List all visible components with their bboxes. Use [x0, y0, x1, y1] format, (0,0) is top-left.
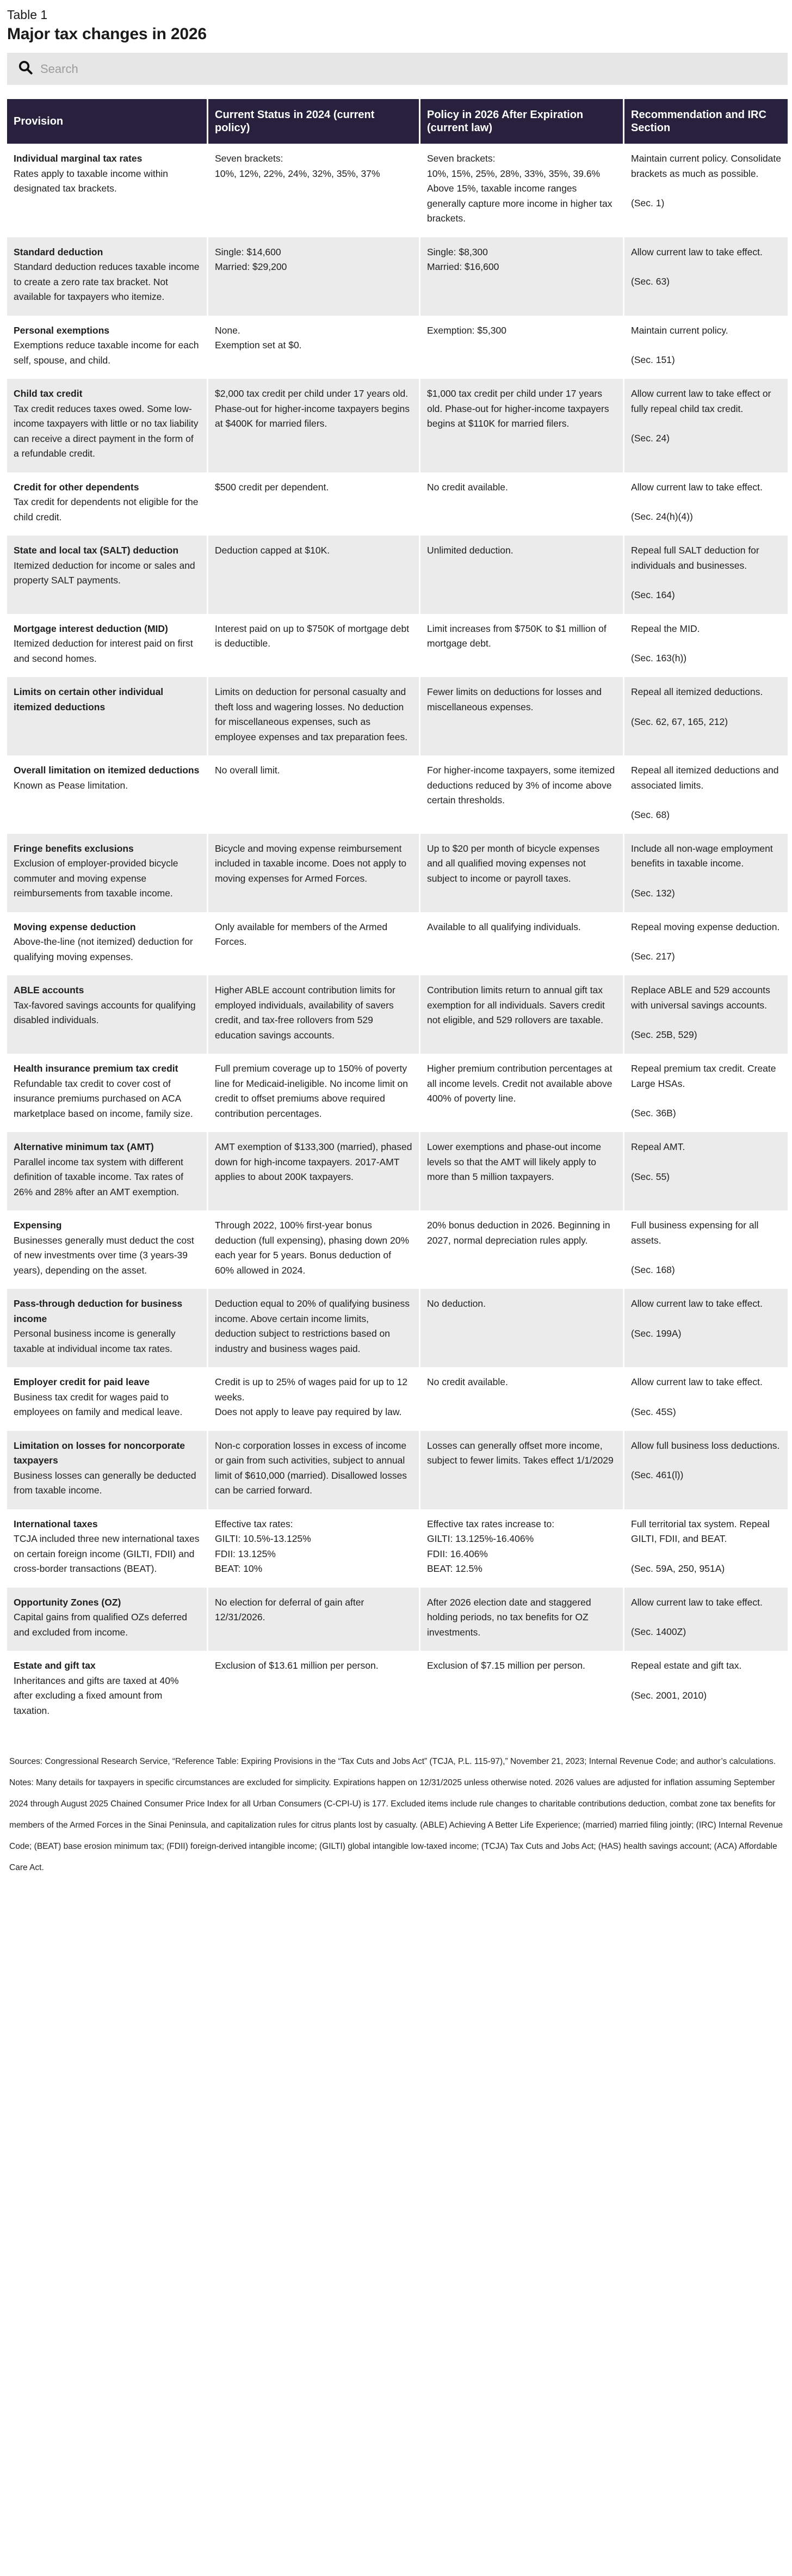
- provision-description: Parallel income tax system with different definition of taxable income. Tax rates of 26% and 28% after an AMT exemption.: [14, 1156, 183, 1197]
- recommendation-text: Allow current law to take effect.: [631, 1376, 763, 1387]
- table-row: [7, 1132, 788, 1210]
- provision-description: Exemptions reduce taxable income for each self, spouse, and child.: [14, 340, 199, 366]
- recommendation-text: Allow current law to take effect.: [631, 1298, 763, 1309]
- search-input[interactable]: [40, 62, 747, 76]
- cell-line: FDII: 16.406%: [427, 1548, 488, 1559]
- cell-current-status: [208, 975, 419, 1054]
- cell-line: None.: [215, 324, 240, 336]
- provision-title: State and local tax (SALT) deduction: [14, 545, 179, 556]
- cell-current-status: [208, 677, 419, 755]
- table-row: [7, 1367, 788, 1431]
- table-row: [7, 975, 788, 1054]
- recommendation-text: Repeal the MID.: [631, 623, 700, 634]
- provision-description: Itemized deduction for income or sales and property SALT payments.: [14, 560, 195, 586]
- table-row: [7, 316, 788, 379]
- cell-line: Contribution limits return to annual gift tax exemption for all individuals. Savers credit not eligible, and 529 rollovers are taxable.: [427, 985, 605, 1025]
- table-row: [7, 1651, 788, 1729]
- table-row: [7, 677, 788, 755]
- provision-description: Itemized deduction for interest paid on first and second homes.: [14, 638, 193, 664]
- cell-line: Unlimited deduction.: [427, 545, 513, 556]
- cell-line: Full premium coverage up to 150% of poverty line for Medicaid-ineligible. No income limit on credit to offset premiums above required contribution percentages.: [215, 1063, 409, 1119]
- cell-current-status: [208, 834, 419, 912]
- provision-description: Tax credit reduces taxes owed. Some low-income taxpayers with little or no tax liability can receive a direct payment in the form of a refundable credit.: [14, 403, 199, 459]
- provision-title: Limits on certain other individual itemized deductions: [14, 686, 164, 712]
- cell-line: Single: $8,300: [427, 246, 488, 257]
- irc-section: (Sec. 62, 67, 165, 212): [631, 716, 728, 727]
- table-label: Table 1: [7, 8, 48, 22]
- provision-title: Standard deduction: [14, 246, 103, 257]
- table-row: [7, 1588, 788, 1651]
- cell-current-status: [208, 144, 419, 237]
- cell-line: Above 15%, taxable income ranges generally capture more income in higher tax brackets.: [427, 183, 612, 224]
- irc-section: (Sec. 217): [631, 951, 675, 962]
- cell-provision: [7, 1431, 207, 1509]
- table-body: [7, 144, 788, 1729]
- sources-note: Sources: Congressional Research Service, “Reference Table: Expiring Provisions in the “Tax Cuts and Jobs Act” (TCJA, P.L. 115-97),” November 21, 2023; Internal Revenue Code; and author’s calculations.: [9, 1757, 776, 1766]
- column-header-policy-2026[interactable]: Policy in 2026 After Expiration (current law): [420, 99, 623, 144]
- cell-current-status: [208, 379, 419, 472]
- cell-recommendation: [624, 472, 788, 536]
- irc-section: (Sec. 55): [631, 1171, 670, 1182]
- cell-policy-2026: [420, 1431, 623, 1509]
- cell-provision: [7, 144, 207, 237]
- provision-description: Business losses can generally be deducted from taxable income.: [14, 1470, 196, 1496]
- table-row: [7, 379, 788, 472]
- cell-line: Interest paid on up to $750K of mortgage debt is deductible.: [215, 623, 410, 649]
- cell-current-status: [208, 1132, 419, 1210]
- cell-policy-2026: [420, 677, 623, 755]
- provision-title: Mortgage interest deduction (MID): [14, 623, 168, 634]
- recommendation-text: Maintain current policy. Consolidate brackets as much as possible.: [631, 153, 781, 179]
- tax-changes-table: [5, 99, 789, 1729]
- irc-section: (Sec. 24(h)(4)): [631, 511, 693, 522]
- cell-current-status: [208, 1210, 419, 1289]
- cell-line: No overall limit.: [215, 765, 280, 776]
- irc-section: (Sec. 199A): [631, 1327, 682, 1339]
- cell-recommendation: [624, 237, 788, 316]
- cell-provision: [7, 1289, 207, 1367]
- table-header-row: [7, 99, 788, 144]
- provision-description: Tax-favored savings accounts for qualifying disabled individuals.: [14, 999, 196, 1025]
- cell-provision: [7, 755, 207, 834]
- cell-policy-2026: [420, 1054, 623, 1132]
- cell-provision: [7, 614, 207, 678]
- cell-line: Seven brackets:: [215, 153, 283, 164]
- cell-line: Exclusion of $13.61 million per person.: [215, 1660, 379, 1671]
- cell-recommendation: [624, 755, 788, 834]
- cell-line: No deduction.: [427, 1298, 486, 1309]
- irc-section: (Sec. 1): [631, 198, 665, 208]
- cell-current-status: [208, 755, 419, 834]
- provision-title: Pass-through deduction for business income: [14, 1298, 183, 1324]
- table-footer: [7, 1751, 788, 1889]
- cell-line: Up to $20 per month of bicycle expenses and all qualified moving expenses not subject to income or payroll taxes.: [427, 843, 600, 884]
- cell-provision: [7, 237, 207, 316]
- recommendation-text: Include all non-wage employment benefits in taxable income.: [631, 843, 773, 869]
- recommendation-text: Allow current law to take effect or fully repeal child tax credit.: [631, 388, 771, 414]
- provision-title: Limitation on losses for noncorporate taxpayers: [14, 1440, 185, 1466]
- provision-title: Employer credit for paid leave: [14, 1376, 150, 1387]
- cell-current-status: [208, 1054, 419, 1132]
- page-title: Major tax changes in 2026: [7, 25, 207, 43]
- cell-line: Higher ABLE account contribution limits for employed individuals, availability of savers credit, and tax-free rollovers from 529 education savings accounts.: [215, 985, 395, 1041]
- irc-section: (Sec. 25B, 529): [631, 1029, 697, 1040]
- cell-provision: [7, 1651, 207, 1729]
- cell-recommendation: [624, 1210, 788, 1289]
- provision-description: Tax credit for dependents not eligible for the child credit.: [14, 496, 199, 522]
- cell-policy-2026: [420, 144, 623, 237]
- cell-line: $1,000 tax credit per child under 17 years old. Phase-out for higher-income taxpayers begins at $110K for married filers.: [427, 388, 609, 429]
- cell-recommendation: [624, 144, 788, 237]
- cell-line: GILTI: 13.125%-16.406%: [427, 1533, 534, 1544]
- cell-recommendation: [624, 1054, 788, 1132]
- cell-current-status: [208, 237, 419, 316]
- cell-line: Does not apply to leave pay required by law.: [215, 1406, 402, 1417]
- recommendation-text: Repeal premium tax credit. Create Large HSAs.: [631, 1063, 776, 1089]
- cell-line: For higher-income taxpayers, some itemized deductions reduced by 3% of income above certain thresholds.: [427, 765, 615, 806]
- cell-line: $2,000 tax credit per child under 17 years old. Phase-out for higher-income taxpayers begins at $400K for married filers.: [215, 388, 410, 429]
- cell-line: Effective tax rates increase to:: [427, 1518, 555, 1529]
- cell-line: Married: $29,200: [215, 261, 287, 272]
- irc-section: (Sec. 1400Z): [631, 1626, 686, 1637]
- cell-current-status: [208, 912, 419, 976]
- cell-provision: [7, 1509, 207, 1588]
- provision-description: Business tax credit for wages paid to employees on family and medical leave.: [14, 1391, 183, 1417]
- recommendation-text: Repeal moving expense deduction.: [631, 921, 780, 932]
- cell-policy-2026: [420, 1509, 623, 1588]
- cell-policy-2026: [420, 472, 623, 536]
- recommendation-text: Repeal AMT.: [631, 1141, 685, 1152]
- provision-description: Above-the-line (not itemized) deduction for qualifying moving expenses.: [14, 936, 193, 962]
- cell-provision: [7, 1054, 207, 1132]
- cell-policy-2026: [420, 912, 623, 976]
- table-row: [7, 834, 788, 912]
- cell-current-status: [208, 614, 419, 678]
- irc-section: (Sec. 132): [631, 887, 675, 899]
- provision-title: Expensing: [14, 1220, 62, 1231]
- cell-line: Through 2022, 100% first-year bonus deduction (full expensing), phasing down 20% each year for 5 years. Bonus deduction of 60% allowed in 2024.: [215, 1220, 410, 1276]
- provision-title: Alternative minimum tax (AMT): [14, 1141, 154, 1152]
- cell-line: AMT exemption of $133,300 (married), phased down for high-income taxpayers. 2017-AMT applies to about 200K taxpayers.: [215, 1141, 412, 1182]
- cell-provision: [7, 1210, 207, 1289]
- cell-line: Lower exemptions and phase-out income levels so that the AMT will likely apply to more than 5 million taxpayers.: [427, 1141, 602, 1182]
- cell-line: Married: $16,600: [427, 261, 499, 272]
- recommendation-text: Repeal estate and gift tax.: [631, 1660, 742, 1671]
- provision-title: Child tax credit: [14, 388, 83, 399]
- cell-line: Exemption set at $0.: [215, 340, 302, 351]
- provision-title: Moving expense deduction: [14, 921, 136, 932]
- cell-recommendation: [624, 1289, 788, 1367]
- cell-policy-2026: [420, 834, 623, 912]
- cell-line: $500 credit per dependent.: [215, 481, 329, 493]
- cell-line: FDII: 13.125%: [215, 1548, 276, 1559]
- provision-title: Health insurance premium tax credit: [14, 1063, 178, 1074]
- cell-line: Available to all qualifying individuals.: [427, 921, 581, 932]
- cell-current-status: [208, 316, 419, 379]
- cell-current-status: [208, 1509, 419, 1588]
- column-header-provision[interactable]: Provision: [7, 99, 207, 144]
- cell-provision: [7, 379, 207, 472]
- cell-current-status: [208, 1367, 419, 1431]
- cell-provision: [7, 316, 207, 379]
- irc-section: (Sec. 151): [631, 354, 675, 365]
- cell-policy-2026: [420, 1588, 623, 1651]
- cell-line: No credit available.: [427, 1376, 508, 1387]
- cell-line: No election for deferral of gain after 12/31/2026.: [215, 1596, 364, 1622]
- cell-current-status: [208, 1289, 419, 1367]
- cell-line: Bicycle and moving expense reimbursement included in taxable income. Does not apply to moving expenses for Armed Forces.: [215, 843, 407, 884]
- provision-description: Rates apply to taxable income within designated tax brackets.: [14, 168, 169, 194]
- cell-policy-2026: [420, 975, 623, 1054]
- cell-provision: [7, 1367, 207, 1431]
- cell-provision: [7, 912, 207, 976]
- recommendation-text: Full territorial tax system. Repeal GILTI, FDII, and BEAT.: [631, 1518, 770, 1544]
- recommendation-text: Allow current law to take effect.: [631, 1596, 763, 1608]
- cell-recommendation: [624, 1651, 788, 1729]
- recommendation-text: Repeal full SALT deduction for individuals and businesses.: [631, 545, 759, 571]
- recommendation-text: Maintain current policy.: [631, 324, 728, 336]
- recommendation-text: Allow current law to take effect.: [631, 246, 763, 257]
- cell-line: Effective tax rates:: [215, 1518, 293, 1529]
- table-row: [7, 1210, 788, 1289]
- recommendation-text: Full business expensing for all assets.: [631, 1220, 759, 1246]
- cell-recommendation: [624, 316, 788, 379]
- provision-title: ABLE accounts: [14, 985, 84, 995]
- provision-title: Opportunity Zones (OZ): [14, 1596, 121, 1608]
- cell-policy-2026: [420, 755, 623, 834]
- irc-section: (Sec. 63): [631, 276, 670, 287]
- cell-policy-2026: [420, 1289, 623, 1367]
- cell-line: No credit available.: [427, 481, 508, 493]
- cell-line: Fewer limits on deductions for losses and miscellaneous expenses.: [427, 686, 602, 712]
- provision-description: Refundable tax credit to cover cost of insurance premiums purchased on ACA marketplace based on income, family size.: [14, 1078, 193, 1119]
- provision-description: Exclusion of employer-provided bicycle commuter and moving expense reimbursements from taxable income.: [14, 858, 178, 899]
- irc-section: (Sec. 59A, 250, 951A): [631, 1563, 725, 1574]
- cell-recommendation: [624, 1132, 788, 1210]
- cell-policy-2026: [420, 316, 623, 379]
- provision-title: Personal exemptions: [14, 324, 110, 336]
- irc-section: (Sec. 2001, 2010): [631, 1689, 707, 1701]
- cell-recommendation: [624, 1588, 788, 1651]
- cell-policy-2026: [420, 1367, 623, 1431]
- table-row: [7, 472, 788, 536]
- cell-current-status: [208, 1588, 419, 1651]
- cell-line: Exemption: $5,300: [427, 324, 506, 336]
- provision-title: Overall limitation on itemized deductions: [14, 765, 200, 776]
- table-row: [7, 1289, 788, 1367]
- cell-provision: [7, 975, 207, 1054]
- cell-provision: [7, 536, 207, 614]
- cell-policy-2026: [420, 614, 623, 678]
- cell-recommendation: [624, 912, 788, 976]
- provision-description: Inheritances and gifts are taxed at 40% after excluding a fixed amount from taxation.: [14, 1675, 179, 1716]
- cell-policy-2026: [420, 1651, 623, 1729]
- table-row: [7, 1509, 788, 1588]
- provision-title: Credit for other dependents: [14, 481, 139, 493]
- table-row: [7, 237, 788, 316]
- cell-provision: [7, 677, 207, 755]
- cell-recommendation: [624, 975, 788, 1054]
- cell-line: BEAT: 12.5%: [427, 1563, 482, 1574]
- cell-line: Only available for members of the Armed Forces.: [215, 921, 388, 947]
- irc-section: (Sec. 68): [631, 809, 670, 820]
- cell-line: Non-c corporation losses in excess of income or gain from such activities, subject to annual limit of $610,000 (married). Disallowed losses can be carried forward.: [215, 1440, 407, 1496]
- cell-recommendation: [624, 1509, 788, 1588]
- cell-provision: [7, 1132, 207, 1210]
- cell-line: 10%, 12%, 22%, 24%, 32%, 35%, 37%: [215, 168, 380, 179]
- cell-recommendation: [624, 677, 788, 755]
- cell-provision: [7, 472, 207, 536]
- irc-section: (Sec. 45S): [631, 1406, 676, 1417]
- cell-line: After 2026 election date and staggered holding periods, no tax benefits for OZ investments.: [427, 1596, 591, 1638]
- column-header-current-status[interactable]: Current Status in 2024 (current policy): [208, 99, 419, 144]
- table-row: [7, 614, 788, 678]
- cell-policy-2026: [420, 237, 623, 316]
- provision-title: Fringe benefits exclusions: [14, 843, 134, 854]
- recommendation-text: Repeal all itemized deductions and associated limits.: [631, 765, 779, 791]
- cell-policy-2026: [420, 536, 623, 614]
- cell-current-status: [208, 1651, 419, 1729]
- provision-description: Businesses generally must deduct the cost of new investments over time (3 years-39 years), depending on the asset.: [14, 1234, 194, 1276]
- provision-description: Known as Pease limitation.: [14, 779, 128, 791]
- irc-section: (Sec. 163(h)): [631, 653, 687, 663]
- recommendation-text: Allow current law to take effect.: [631, 481, 763, 493]
- irc-section: (Sec. 164): [631, 589, 675, 600]
- table-figure: [7, 0, 788, 1889]
- cell-policy-2026: [420, 1210, 623, 1289]
- cell-line: Deduction capped at $10K.: [215, 545, 330, 556]
- table-row: [7, 1431, 788, 1509]
- provision-description: TCJA included three new international taxes on certain foreign income (GILTI, FDII) and cross-border transactions (BEAT).: [14, 1533, 200, 1574]
- cell-recommendation: [624, 536, 788, 614]
- cell-line: Exclusion of $7.15 million per person.: [427, 1660, 585, 1671]
- recommendation-text: Replace ABLE and 529 accounts with universal savings accounts.: [631, 985, 770, 1011]
- recommendation-text: Repeal all itemized deductions.: [631, 686, 763, 697]
- recommendation-text: Allow full business loss deductions.: [631, 1440, 780, 1451]
- cell-line: Losses can generally offset more income, subject to fewer limits. Takes effect 1/1/2029: [427, 1440, 614, 1466]
- cell-policy-2026: [420, 379, 623, 472]
- table-row: [7, 755, 788, 834]
- irc-section: (Sec. 461(l)): [631, 1470, 684, 1480]
- table-row: [7, 144, 788, 237]
- cell-recommendation: [624, 1431, 788, 1509]
- provision-description: Capital gains from qualified OZs deferred and excluded from income.: [14, 1612, 188, 1638]
- cell-current-status: [208, 472, 419, 536]
- cell-current-status: [208, 536, 419, 614]
- cell-line: Higher premium contribution percentages at all income levels. Credit not available above 400% of poverty line.: [427, 1063, 612, 1104]
- search-bar[interactable]: [7, 53, 788, 85]
- provision-title: International taxes: [14, 1518, 98, 1529]
- cell-line: Limits on deduction for personal casualty and theft loss and wagering losses. No deduction for miscellaneous expenses, such as employee expenses and tax preparation fees.: [215, 686, 408, 742]
- cell-policy-2026: [420, 1132, 623, 1210]
- provision-title: Estate and gift tax: [14, 1660, 96, 1671]
- table-row: [7, 912, 788, 976]
- cell-provision: [7, 834, 207, 912]
- column-header-recommendation[interactable]: Recommendation and IRC Section: [624, 99, 788, 144]
- cell-provision: [7, 1588, 207, 1651]
- cell-line: Single: $14,600: [215, 246, 281, 257]
- cell-recommendation: [624, 379, 788, 472]
- cell-line: Deduction equal to 20% of qualifying business income. Above certain income limits, deduction subject to restrictions based on industry and business wages paid.: [215, 1298, 410, 1354]
- notes: Notes: Many details for taxpayers in specific circumstances are excluded for simplicity. Expirations happen on 12/31/2025 unless otherwise noted. 2026 values are adjusted for inflation assuming September 2024 through August 2025 Chained Consumer Price Index for all Urban Consumers (C-CPI-U) is 177. Excluded items include rule changes to charitable contributions deduction, combat zone tax benefits for members of the Armed Forces in the Sinai Peninsula, and capitalization rules for citrus plants lost by casualty. (ABLE) Achieving A Better Life Experience; (married) married filing jointly; (IRC) Internal Revenue Code; (BEAT) base erosion minimum tax; (FDII) foreign-derived intangible income; (GILTI) global intangible low-taxed income; (TCJA) Tax Cuts and Jobs Act; (HAS) health savings account; (ACA) Affordable Care Act.: [9, 1778, 783, 1872]
- cell-line: Seven brackets:: [427, 153, 496, 164]
- search-icon: [17, 59, 34, 78]
- cell-current-status: [208, 1431, 419, 1509]
- cell-line: BEAT: 10%: [215, 1563, 263, 1574]
- table-row: [7, 1054, 788, 1132]
- provision-description: Personal business income is generally taxable at individual income tax rates.: [14, 1328, 176, 1354]
- cell-line: 10%, 15%, 25%, 28%, 33%, 35%, 39.6%: [427, 168, 601, 179]
- irc-section: (Sec. 168): [631, 1264, 675, 1275]
- cell-recommendation: [624, 1367, 788, 1431]
- irc-section: (Sec. 36B): [631, 1108, 676, 1118]
- cell-recommendation: [624, 834, 788, 912]
- cell-line: Limit increases from $750K to $1 million of mortgage debt.: [427, 623, 607, 649]
- cell-line: Credit is up to 25% of wages paid for up to 12 weeks.: [215, 1376, 408, 1403]
- cell-line: GILTI: 10.5%-13.125%: [215, 1533, 311, 1544]
- table-row: [7, 536, 788, 614]
- cell-recommendation: [624, 614, 788, 678]
- irc-section: (Sec. 24): [631, 433, 670, 444]
- provision-description: Standard deduction reduces taxable income to create a zero rate tax bracket. Not available for taxpayers who itemize.: [14, 261, 200, 302]
- provision-title: Individual marginal tax rates: [14, 153, 143, 164]
- cell-line: 20% bonus deduction in 2026. Beginning in 2027, normal depreciation rules apply.: [427, 1220, 610, 1246]
